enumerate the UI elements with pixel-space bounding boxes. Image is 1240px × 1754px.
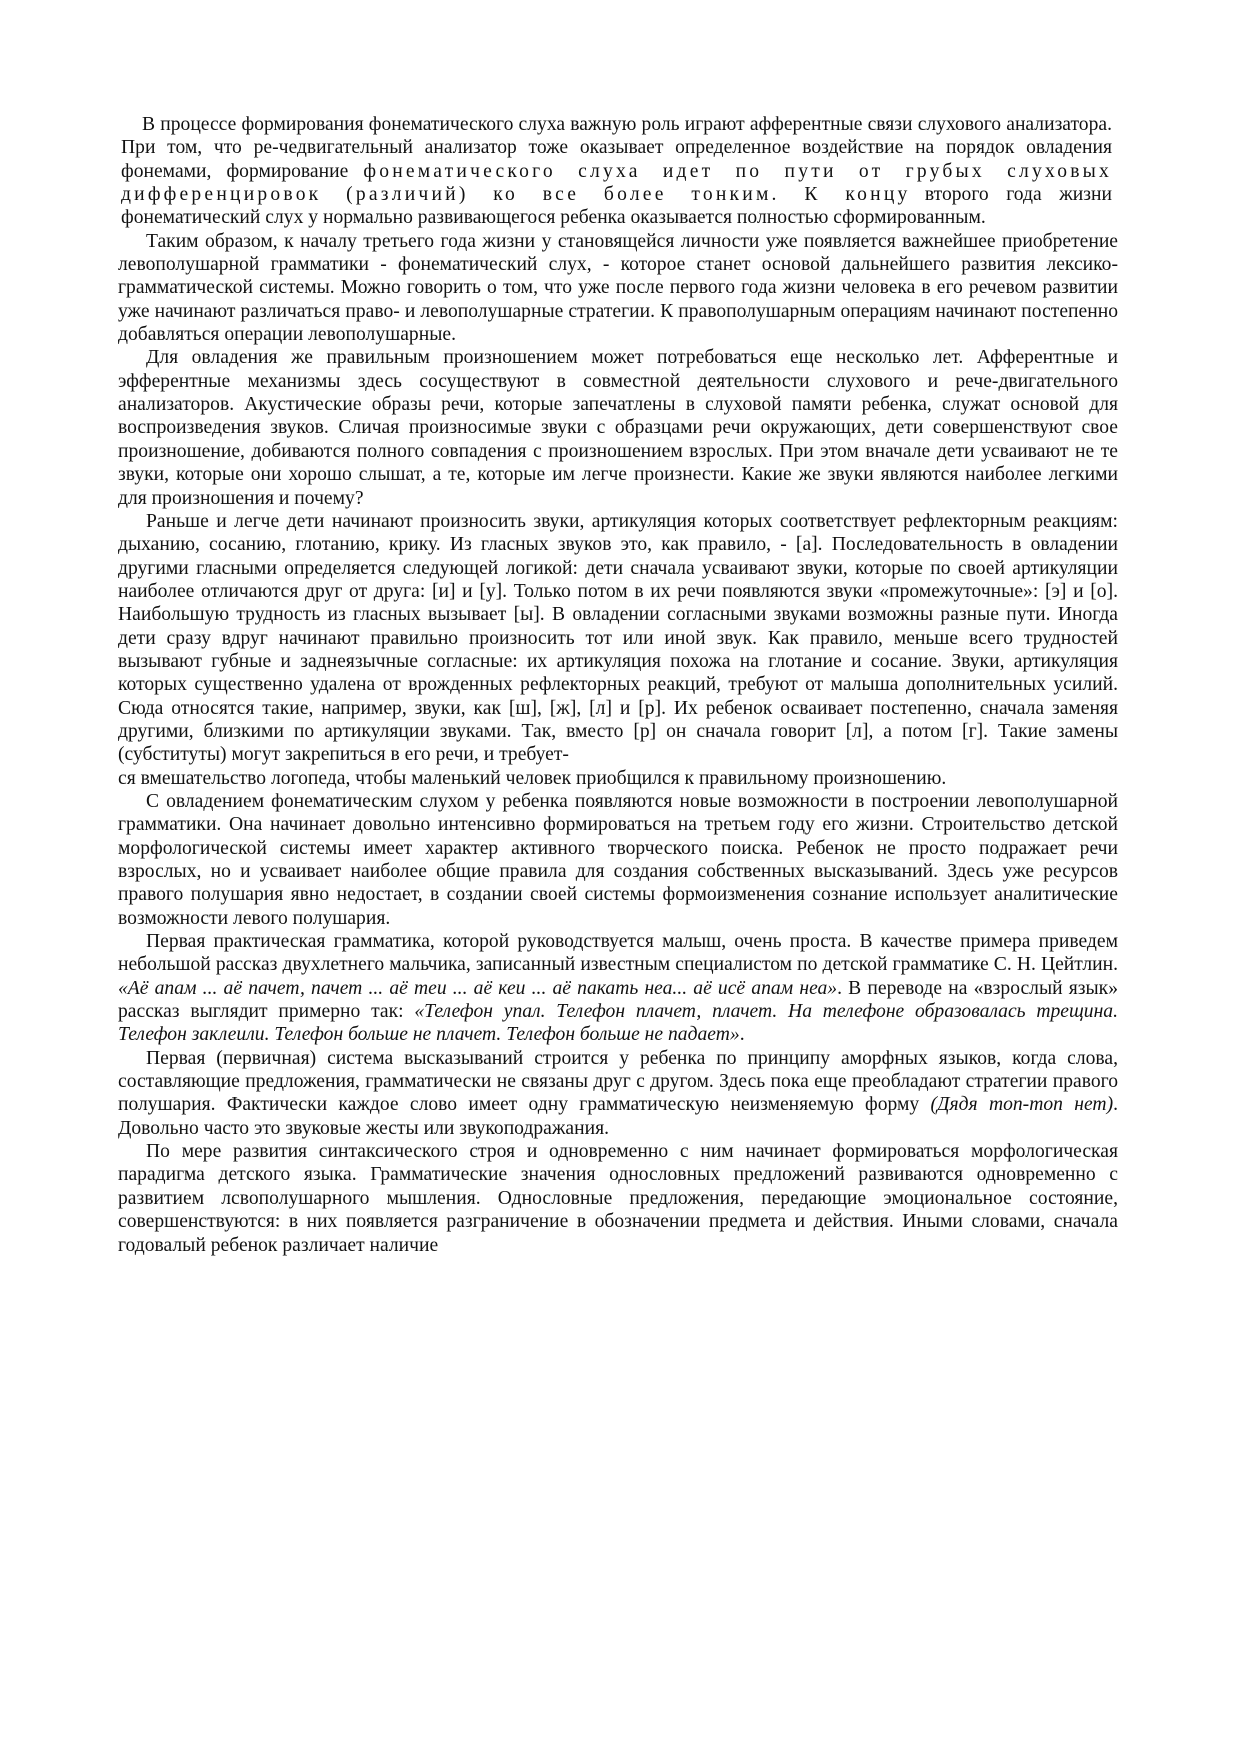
paragraph-amorphous-system [118, 1047, 1118, 1140]
paragraph-text: Первая практическая грамматика, которой руководствуется малыш, очень проста. В качестве примера приведем небольшой рассказ двухлетнего мальчика, записанный известным специалистом по детской грамматике С. Н. Цейтлин. [118, 931, 1118, 976]
document-page [118, 113, 1118, 1257]
paragraph-text: Первая (первичная) система высказываний строится у ребенка по принципу аморфных языков, когда слова, составляющие предложения, грамматически не связаны друг с другом. Здесь пока еще преобладают стратегии правого полушария. Фактически каждое слово имеет одну грамматическую неизменяемую форму [118, 1047, 1118, 1116]
paragraph-third-year: Таким образом, к началу третьего года жизни у становящейся личности уже появляется важнейшее приобретение левополушарной грамматики - фонематический слух, - которое станет основой дальнейшего развития лексико-грамматической системы. Можно говорить о том, что уже после первого года жизни человека в его речевом развитии уже начинают различаться право- и левополушарные стратегии. К правополушарным операциям начинают постепенно добавляться операции левополушарные. [118, 230, 1118, 346]
paragraph-text: В процессе формирования фонематического слуха важную роль играют афферентные связи слухового анализатора. При том, что ре-чедвигательный анализатор тоже оказывает определенное воздействие на порядок овладения фонемами, формирование [121, 114, 1112, 182]
paragraph-text: . [739, 1024, 745, 1046]
paragraph-text: . Довольно часто это звуковые жесты или звукоподражания. [118, 1094, 1118, 1139]
paragraph-text-spaced: фонематического слуха идет по пути от грубых слуховых дифференцировок (различий) ко все более тонким. К конц [121, 160, 1113, 206]
paragraph-text: . В переводе на «взрослый язык» рассказ выглядит примерно так: [118, 977, 1119, 1023]
adult-translation-quote: «Телефон упал. Телефон плачет, плачет. На телефоне образовалась трещина. Телефон заклеили. Телефон больше не плачет. Телефон больше не падает» [118, 1001, 1118, 1046]
paragraph-morphological-paradigm: По мере развития синтаксического строя и одновременно с ним начинает формироваться морфологическая парадигма детского языка. Грамматические значения однословных предложений развиваются одновременно с развитием лсвополушарного мышления. Однословные предложения, передающие эмоциональное состояние, совершенствуются: в них появляется разграничение в обозначении предмета и действия. Иными словами, сначала годовалый ребенок различает наличие [118, 1141, 1118, 1256]
example-phrase: (Дядя топ-топ нет) [930, 1094, 1114, 1116]
paragraph-sound-order: Раньше и легче дети начинают произносить звуки, артикуляция которых соответствует рефлекторным реакциям: дыханию, сосанию, глотанию, крику. Из гласных звуков это, как правило, - [а]. Последовательность в овладении другими гласными определяется следующей логикой: дети сначала усваивают звуки, которые по своей артикуляции наиболее отличаются друг от друга: [и] и [у]. Только потом в их речи появляются звуки «промежуточные»: [э] и [о]. Наибольшую трудность из гласных вызывает [ы]. В овладении согласными звуками возможны разные пути. Иногда дети сразу вдруг начинают правильно произносить тот или иной звук. Как правило, меньше всего трудностей вызывают губные и заднеязычные согласные: их артикуляция похожа на глотание и сосание. Звуки, артикуляция которых существенно удалена от врожденных рефлекторных реакций, требуют от малыша дополнительных усилий. Сюда относятся такие, например, звуки, как [ш], [ж], [л] и [р]. Их ребенок осваивает постепенно, сначала заменяя другими, близкими по артикуляции звуками. Так, вместо [р] он сначала говорит [л], а потом [г]. Такие замены (субституты) могут закрепиться в его речи, и требует- [118, 510, 1118, 766]
paragraph-pronunciation: Для овладения же правильным произношением может потребоваться еще несколько лет. Афферентные и эфферентные механизмы здесь сосуществуют в совместной деятельности слухового и рече-двигательного анализаторов. Акустические образы речи, которые запечатлены в слуховой памяти ребенка, служат основой для воспроизведения звуков. Сличая произносимые звуки с образцами речи окружающих, дети совершенствуют свое произношение, добиваются полного совпадения с произношением взрослых. При этом вначале дети усваивают не те звуки, которые они хорошо слышат, а те, которые им легче произнести. Какие же звуки являются наиболее легкими для произношения и почему? [118, 347, 1118, 509]
paragraph-first-grammar-example [118, 930, 1118, 1047]
paragraph-text: у второго года жизни фонематический слух у нормально развивающегося ребенка оказывается полностью сформированным. [121, 184, 1112, 229]
paragraph-phonematic-hearing [118, 113, 1118, 230]
paragraph-continuation: ся вмешательство логопеда, чтобы маленький человек приобщился к правильному произношению. [118, 767, 947, 789]
paragraph-left-hemisphere-grammar: С овладением фонематическим слухом у ребенка появляются новые возможности в построении левополушарной грамматики. Она начинает довольно интенсивно формироваться на третьем году его жизни. Строительство детской морфологической системы имеет характер активного творческого поиска. Ребенок не просто подражает речи взрослых, но и усваивает наиболее общие правила для создания собственных высказываний. Здесь уже ресурсов правого полушария явно недостает, в создании своей системы формоизменения сознание использует аналитические возможности левого полушария. [118, 790, 1118, 929]
child-speech-quote: «Аё апам ... аё пачет, пачет ... аё теи ... аё кеи ... аё пакать неа... аё исё апам неа» [118, 977, 838, 999]
